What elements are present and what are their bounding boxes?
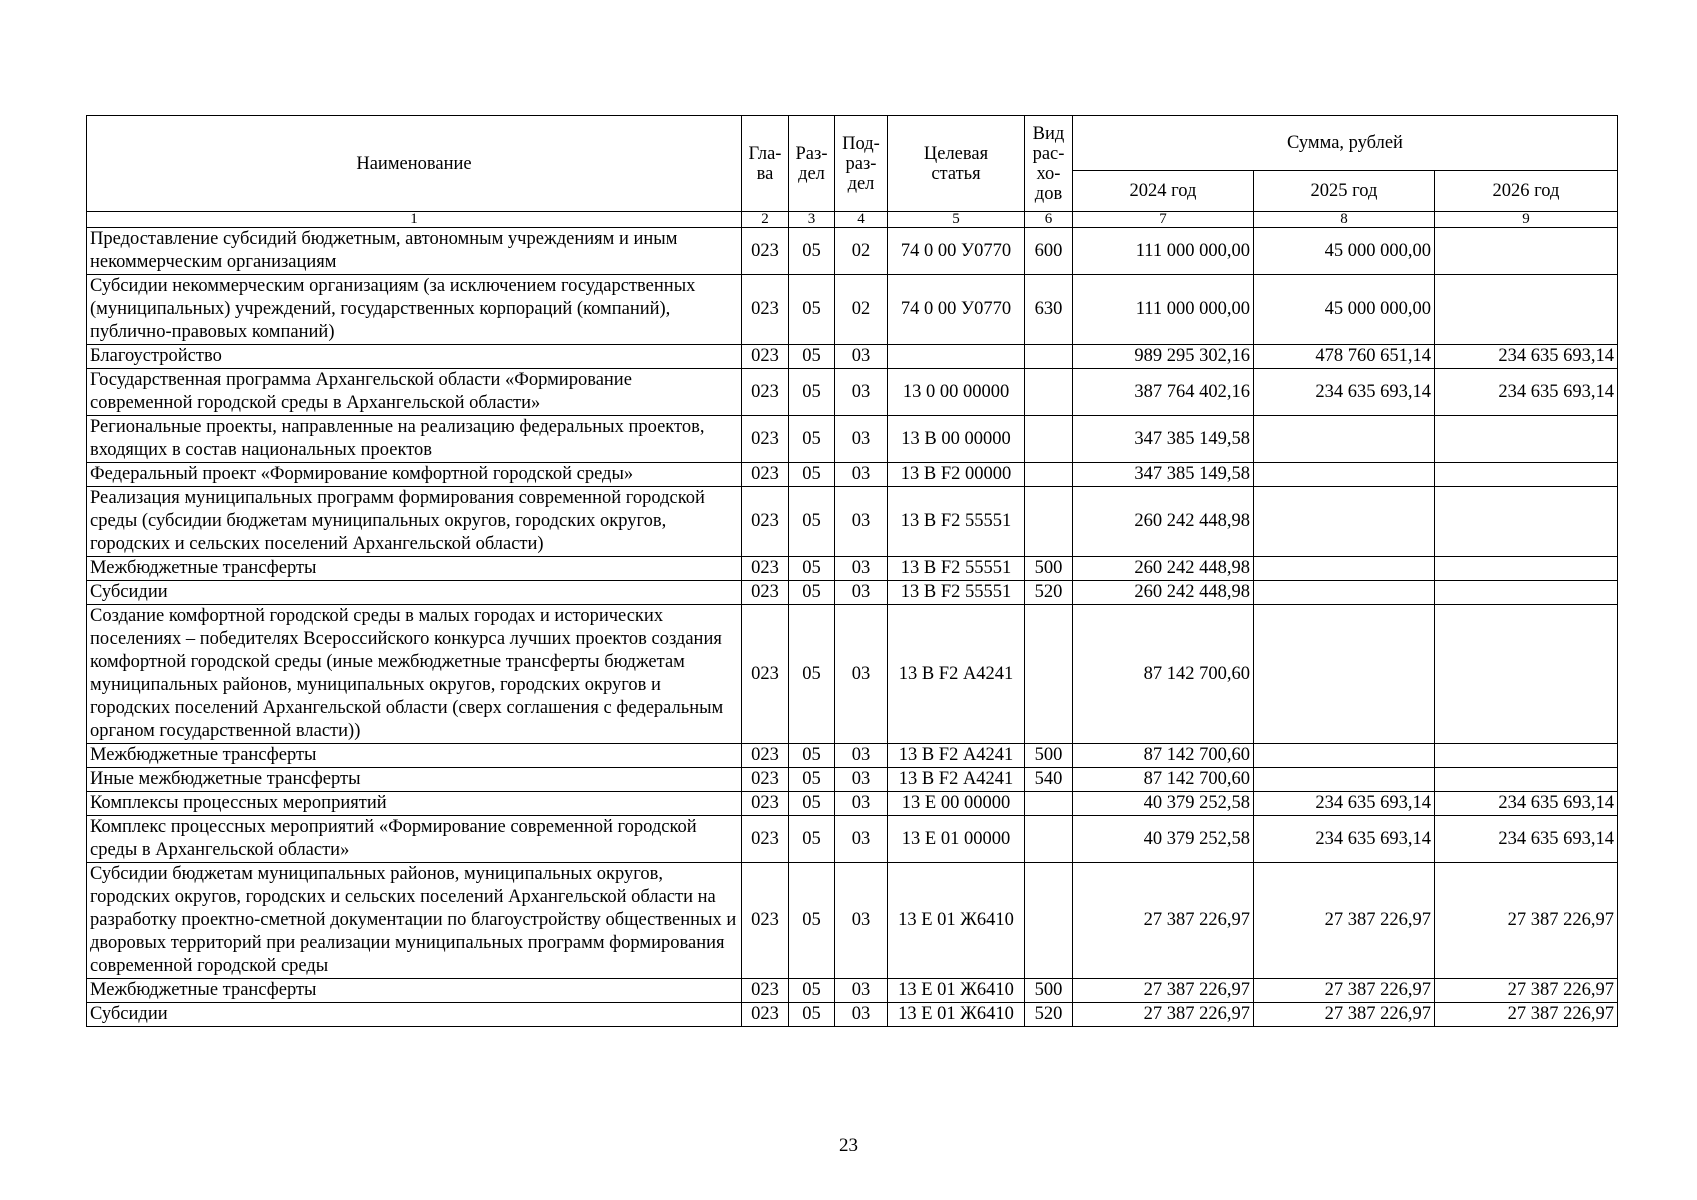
cell-name: Межбюджетные трансферты <box>87 979 742 1003</box>
cell-name: Благоустройство <box>87 345 742 369</box>
cell-vid-rashodov: 500 <box>1025 557 1073 581</box>
cell-sum-2026: 27 387 226,97 <box>1435 1003 1618 1027</box>
table-body <box>87 228 1618 1027</box>
cell-razdel: 05 <box>789 557 835 581</box>
cell-razdel: 05 <box>789 768 835 792</box>
cell-razdel: 05 <box>789 816 835 863</box>
cell-sum-2024: 87 142 700,60 <box>1073 768 1254 792</box>
table-row <box>87 979 1618 1003</box>
cell-celevaya-statya: 13 В F2 55551 <box>888 487 1025 557</box>
cell-vid-rashodov <box>1025 369 1073 416</box>
cell-razdel: 05 <box>789 863 835 979</box>
cell-celevaya-statya: 13 Е 01 Ж6410 <box>888 863 1025 979</box>
cell-glava: 023 <box>742 605 789 744</box>
cell-sum-2026 <box>1435 463 1618 487</box>
header-year-2026: 2026 год <box>1435 171 1618 212</box>
cell-sum-2024: 27 387 226,97 <box>1073 863 1254 979</box>
cell-sum-2024: 40 379 252,58 <box>1073 792 1254 816</box>
cell-sum-2024: 260 242 448,98 <box>1073 557 1254 581</box>
cell-name: Комплекс процессных мероприятий «Формирование современной городской среды в Архангельской области» <box>87 816 742 863</box>
cell-celevaya-statya: 13 Е 01 Ж6410 <box>888 979 1025 1003</box>
table-row <box>87 487 1618 557</box>
cell-name: Государственная программа Архангельской области «Формирование современной городской среды в Архангельской области» <box>87 369 742 416</box>
cell-celevaya-statya: 74 0 00 У0770 <box>888 275 1025 345</box>
cell-razdel: 05 <box>789 744 835 768</box>
header-glava: Гла- ва <box>742 116 789 212</box>
cell-razdel: 05 <box>789 581 835 605</box>
cell-podrazdel: 03 <box>835 416 888 463</box>
cell-podrazdel: 03 <box>835 369 888 416</box>
table-row <box>87 1003 1618 1027</box>
cell-sum-2025: 27 387 226,97 <box>1254 1003 1435 1027</box>
cell-glava: 023 <box>742 979 789 1003</box>
cell-vid-rashodov <box>1025 605 1073 744</box>
column-number: 8 <box>1254 212 1435 228</box>
cell-podrazdel: 03 <box>835 744 888 768</box>
table-row <box>87 557 1618 581</box>
cell-celevaya-statya: 13 В F2 А4241 <box>888 768 1025 792</box>
cell-celevaya-statya: 13 В F2 00000 <box>888 463 1025 487</box>
cell-celevaya-statya <box>888 345 1025 369</box>
cell-vid-rashodov: 520 <box>1025 581 1073 605</box>
header-year-2025: 2025 год <box>1254 171 1435 212</box>
cell-vid-rashodov <box>1025 487 1073 557</box>
cell-sum-2024: 111 000 000,00 <box>1073 228 1254 275</box>
cell-name: Межбюджетные трансферты <box>87 744 742 768</box>
cell-razdel: 05 <box>789 605 835 744</box>
cell-celevaya-statya: 13 В F2 55551 <box>888 581 1025 605</box>
cell-sum-2026: 234 635 693,14 <box>1435 816 1618 863</box>
cell-sum-2025: 234 635 693,14 <box>1254 369 1435 416</box>
cell-podrazdel: 03 <box>835 463 888 487</box>
cell-celevaya-statya: 13 0 00 00000 <box>888 369 1025 416</box>
cell-glava: 023 <box>742 744 789 768</box>
cell-razdel: 05 <box>789 1003 835 1027</box>
cell-razdel: 05 <box>789 369 835 416</box>
cell-vid-rashodov: 540 <box>1025 768 1073 792</box>
cell-glava: 023 <box>742 581 789 605</box>
cell-glava: 023 <box>742 1003 789 1027</box>
cell-podrazdel: 03 <box>835 816 888 863</box>
header-vid-rashodov: Вид рас- хо- дов <box>1025 116 1073 212</box>
cell-razdel: 05 <box>789 416 835 463</box>
cell-podrazdel: 03 <box>835 345 888 369</box>
cell-sum-2025 <box>1254 463 1435 487</box>
table-row <box>87 863 1618 979</box>
cell-name: Субсидии бюджетам муниципальных районов, муниципальных округов, городских округов, городских и сельских поселений Архангельской области на разработку проектно-сметной документации по благоустройству общественных и дворовых территорий при реализации муниципальных программ формирования современной городской среды <box>87 863 742 979</box>
cell-vid-rashodov <box>1025 416 1073 463</box>
cell-sum-2025 <box>1254 744 1435 768</box>
cell-sum-2025: 478 760 651,14 <box>1254 345 1435 369</box>
cell-celevaya-statya: 13 В F2 55551 <box>888 557 1025 581</box>
cell-razdel: 05 <box>789 979 835 1003</box>
cell-glava: 023 <box>742 275 789 345</box>
cell-glava: 023 <box>742 487 789 557</box>
cell-razdel: 05 <box>789 275 835 345</box>
cell-podrazdel: 03 <box>835 487 888 557</box>
cell-sum-2024: 40 379 252,58 <box>1073 816 1254 863</box>
cell-podrazdel: 03 <box>835 768 888 792</box>
cell-celevaya-statya: 13 Е 01 00000 <box>888 816 1025 863</box>
cell-sum-2024: 989 295 302,16 <box>1073 345 1254 369</box>
cell-sum-2025 <box>1254 581 1435 605</box>
table-row <box>87 605 1618 744</box>
column-number: 3 <box>789 212 835 228</box>
cell-celevaya-statya: 13 В F2 А4241 <box>888 744 1025 768</box>
cell-vid-rashodov <box>1025 792 1073 816</box>
cell-sum-2024: 347 385 149,58 <box>1073 416 1254 463</box>
cell-sum-2026: 234 635 693,14 <box>1435 369 1618 416</box>
cell-sum-2025 <box>1254 416 1435 463</box>
cell-glava: 023 <box>742 345 789 369</box>
cell-podrazdel: 02 <box>835 228 888 275</box>
cell-sum-2024: 111 000 000,00 <box>1073 275 1254 345</box>
cell-glava: 023 <box>742 228 789 275</box>
cell-podrazdel: 03 <box>835 557 888 581</box>
cell-sum-2024: 87 142 700,60 <box>1073 605 1254 744</box>
cell-sum-2026: 234 635 693,14 <box>1435 792 1618 816</box>
cell-celevaya-statya: 13 В F2 А4241 <box>888 605 1025 744</box>
header-summa: Сумма, рублей <box>1073 116 1618 171</box>
cell-vid-rashodov: 630 <box>1025 275 1073 345</box>
cell-celevaya-statya: 74 0 00 У0770 <box>888 228 1025 275</box>
table-row <box>87 792 1618 816</box>
column-number: 7 <box>1073 212 1254 228</box>
cell-sum-2026: 27 387 226,97 <box>1435 863 1618 979</box>
cell-celevaya-statya: 13 Е 01 Ж6410 <box>888 1003 1025 1027</box>
column-numbers-row <box>87 212 1618 228</box>
table-row <box>87 369 1618 416</box>
cell-name: Субсидии <box>87 581 742 605</box>
cell-razdel: 05 <box>789 792 835 816</box>
cell-sum-2026 <box>1435 228 1618 275</box>
cell-sum-2024: 87 142 700,60 <box>1073 744 1254 768</box>
cell-sum-2025: 27 387 226,97 <box>1254 863 1435 979</box>
table-row <box>87 463 1618 487</box>
table-row <box>87 228 1618 275</box>
column-number: 2 <box>742 212 789 228</box>
cell-vid-rashodov <box>1025 816 1073 863</box>
cell-name: Предоставление субсидий бюджетным, автономным учреждениям и иным некоммерческим организациям <box>87 228 742 275</box>
cell-sum-2025: 45 000 000,00 <box>1254 228 1435 275</box>
cell-sum-2024: 260 242 448,98 <box>1073 487 1254 557</box>
cell-name: Межбюджетные трансферты <box>87 557 742 581</box>
column-number: 6 <box>1025 212 1073 228</box>
column-number: 1 <box>87 212 742 228</box>
table-row <box>87 275 1618 345</box>
cell-celevaya-statya: 13 В 00 00000 <box>888 416 1025 463</box>
cell-razdel: 05 <box>789 463 835 487</box>
cell-name: Региональные проекты, направленные на реализацию федеральных проектов, входящих в состав национальных проектов <box>87 416 742 463</box>
table-row <box>87 744 1618 768</box>
column-number: 5 <box>888 212 1025 228</box>
cell-glava: 023 <box>742 768 789 792</box>
cell-sum-2024: 387 764 402,16 <box>1073 369 1254 416</box>
table-row <box>87 581 1618 605</box>
cell-vid-rashodov <box>1025 863 1073 979</box>
cell-vid-rashodov: 600 <box>1025 228 1073 275</box>
cell-podrazdel: 03 <box>835 605 888 744</box>
cell-razdel: 05 <box>789 228 835 275</box>
cell-podrazdel: 03 <box>835 979 888 1003</box>
cell-sum-2025: 234 635 693,14 <box>1254 792 1435 816</box>
table-row <box>87 345 1618 369</box>
column-number: 9 <box>1435 212 1618 228</box>
header-podrazdel: Под- раз- дел <box>835 116 888 212</box>
cell-name: Федеральный проект «Формирование комфортной городской среды» <box>87 463 742 487</box>
cell-sum-2025 <box>1254 557 1435 581</box>
cell-sum-2026 <box>1435 768 1618 792</box>
cell-name: Реализация муниципальных программ формирования современной городской среды (субсидии бюджетам муниципальных округов, городских округов, городских и сельских поселений Архангельской области) <box>87 487 742 557</box>
column-number: 4 <box>835 212 888 228</box>
cell-glava: 023 <box>742 863 789 979</box>
cell-podrazdel: 03 <box>835 581 888 605</box>
header-name: Наименование <box>87 116 742 212</box>
cell-podrazdel: 02 <box>835 275 888 345</box>
cell-glava: 023 <box>742 557 789 581</box>
table-row <box>87 768 1618 792</box>
cell-podrazdel: 03 <box>835 1003 888 1027</box>
header-celevaya-statya: Целевая статья <box>888 116 1025 212</box>
cell-sum-2026 <box>1435 416 1618 463</box>
cell-glava: 023 <box>742 369 789 416</box>
cell-sum-2025 <box>1254 605 1435 744</box>
cell-razdel: 05 <box>789 487 835 557</box>
cell-sum-2026 <box>1435 605 1618 744</box>
page-number: 23 <box>839 1135 858 1156</box>
cell-sum-2024: 347 385 149,58 <box>1073 463 1254 487</box>
cell-sum-2024: 260 242 448,98 <box>1073 581 1254 605</box>
table-row <box>87 416 1618 463</box>
cell-sum-2025: 234 635 693,14 <box>1254 816 1435 863</box>
cell-sum-2025: 45 000 000,00 <box>1254 275 1435 345</box>
cell-glava: 023 <box>742 816 789 863</box>
cell-name: Иные межбюджетные трансферты <box>87 768 742 792</box>
cell-name: Комплексы процессных мероприятий <box>87 792 742 816</box>
header-year-2024: 2024 год <box>1073 171 1254 212</box>
cell-sum-2026 <box>1435 275 1618 345</box>
header-razdel: Раз- дел <box>789 116 835 212</box>
cell-vid-rashodov <box>1025 345 1073 369</box>
table-row <box>87 816 1618 863</box>
cell-name: Создание комфортной городской среды в малых городах и исторических поселениях – победителях Всероссийского конкурса лучших проектов создания комфортной городской среды (иные межбюджетные трансферты бюджетам муниципальных районов, муниципальных округов, городских округов и городских поселений Архангельской области (сверх соглашения с федеральным органом государственной власти)) <box>87 605 742 744</box>
cell-podrazdel: 03 <box>835 792 888 816</box>
cell-glava: 023 <box>742 792 789 816</box>
cell-name: Субсидии <box>87 1003 742 1027</box>
cell-podrazdel: 03 <box>835 863 888 979</box>
cell-glava: 023 <box>742 463 789 487</box>
cell-sum-2026 <box>1435 557 1618 581</box>
cell-sum-2025: 27 387 226,97 <box>1254 979 1435 1003</box>
cell-sum-2025 <box>1254 487 1435 557</box>
cell-sum-2024: 27 387 226,97 <box>1073 979 1254 1003</box>
cell-glava: 023 <box>742 416 789 463</box>
cell-vid-rashodov: 500 <box>1025 979 1073 1003</box>
cell-sum-2026 <box>1435 487 1618 557</box>
cell-razdel: 05 <box>789 345 835 369</box>
cell-vid-rashodov: 500 <box>1025 744 1073 768</box>
cell-sum-2024: 27 387 226,97 <box>1073 1003 1254 1027</box>
cell-celevaya-statya: 13 Е 00 00000 <box>888 792 1025 816</box>
budget-table <box>86 115 1618 1027</box>
cell-sum-2026 <box>1435 744 1618 768</box>
cell-vid-rashodov <box>1025 463 1073 487</box>
cell-sum-2025 <box>1254 768 1435 792</box>
cell-sum-2026 <box>1435 581 1618 605</box>
cell-name: Субсидии некоммерческим организациям (за исключением государственных (муниципальных) учреждений, государственных корпораций (компаний), публично-правовых компаний) <box>87 275 742 345</box>
cell-vid-rashodov: 520 <box>1025 1003 1073 1027</box>
cell-sum-2026: 234 635 693,14 <box>1435 345 1618 369</box>
cell-sum-2026: 27 387 226,97 <box>1435 979 1618 1003</box>
